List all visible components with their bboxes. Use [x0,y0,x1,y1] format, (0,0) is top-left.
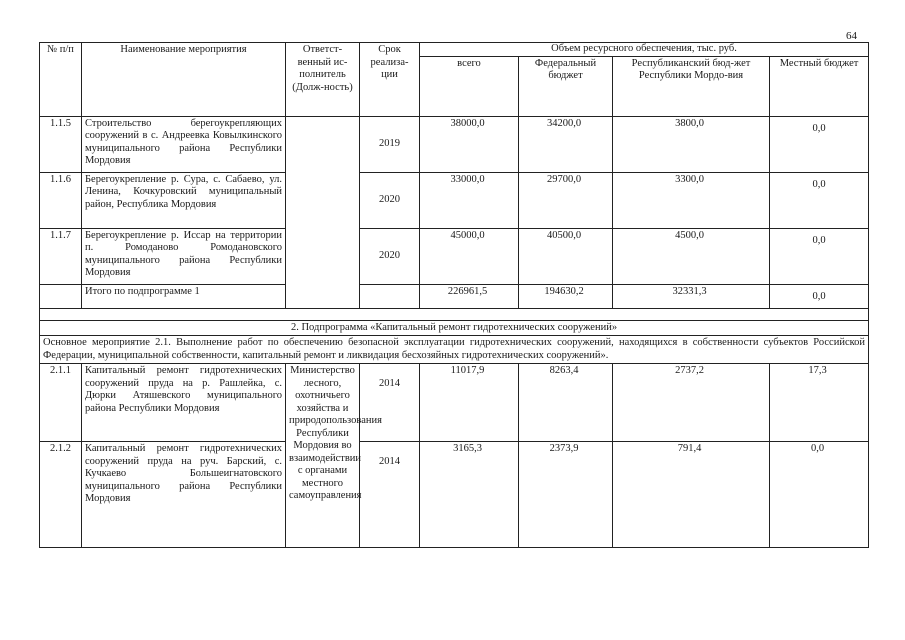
subprogram-row [40,320,869,336]
total-row [40,284,869,308]
total-row-year-empty [360,284,420,308]
subprogram-title: 2. Подпрограмма «Капитальный ремонт гидротехнических сооружений» [40,320,869,336]
row-federal: 8263,4 [519,364,613,442]
row-num: 1.1.7 [40,228,82,284]
total-row-label: Итого по подпрограмме 1 [82,284,286,308]
total-row-num-empty [40,284,82,308]
row-republic: 3300,0 [613,172,770,228]
total-row-total: 226961,5 [420,284,519,308]
row-local: 17,3 [770,364,869,442]
page-number: 64 [846,30,857,42]
header-total: всего [420,56,519,116]
row-num: 1.1.5 [40,116,82,172]
header-name: Наименование мероприятия [82,43,286,117]
table-row [40,172,869,228]
total-row-republic: 32331,3 [613,284,770,308]
row-num: 1.1.6 [40,172,82,228]
row-federal: 2373,9 [519,442,613,548]
row-num: 2.1.2 [40,442,82,548]
row-local: 0,0 [770,116,869,172]
row-local: 0,0 [770,228,869,284]
table-row [40,116,869,172]
row-total: 45000,0 [420,228,519,284]
table-row [40,228,869,284]
header-local: Местный бюджет [770,56,869,116]
total-row-federal: 194630,2 [519,284,613,308]
row-republic: 4500,0 [613,228,770,284]
row-year: 2020 [360,228,420,284]
row-year: 2020 [360,172,420,228]
main-activity-row [40,336,869,364]
row-federal: 29700,0 [519,172,613,228]
resource-table [39,42,869,548]
table-row [40,364,869,442]
header-term: Срок реализа-ции [360,43,420,117]
responsible-ministry: Министерство лесного, охотничьего хозяйства и природопользования Республики Мордовия во взаимодействии с органами местного самоуправления [286,364,360,548]
row-total: 3165,3 [420,442,519,548]
table-row [40,442,869,548]
header-republic: Республиканский бюд-жет Республики Мордо-вия [613,56,770,116]
row-total: 33000,0 [420,172,519,228]
row-federal: 34200,0 [519,116,613,172]
header-responsible: Ответст-венный ис-полнитель (Долж-ность) [286,43,360,117]
row-republic: 2737,2 [613,364,770,442]
row-year: 2014 [360,442,420,548]
row-total: 38000,0 [420,116,519,172]
row-local: 0,0 [770,442,869,548]
row-name: Берегоукрепление р. Иссар на территории п. Ромоданово Ромодановского муниципального района Республики Мордовия [82,228,286,284]
header-federal: Федеральный бюджет [519,56,613,116]
row-year: 2019 [360,116,420,172]
row-name: Капитальный ремонт гидротехнических сооружений пруда на р. Рашлейка, с. Дюрки Атяшевского муниципального района Республики Мордовия [82,364,286,442]
row-local: 0,0 [770,172,869,228]
header-num: № п/п [40,43,82,117]
total-row-local: 0,0 [770,284,869,308]
row-federal: 40500,0 [519,228,613,284]
row-total: 11017,9 [420,364,519,442]
row-name: Капитальный ремонт гидротехнических сооружений пруда на руч. Барский, с. Кучкаево Большеигнатовского муниципального района Республики Мордовия [82,442,286,548]
row-name: Строительство берегоукрепляющих сооружений в с. Андреевка Ковылкинского муниципального района Республики Мордовия [82,116,286,172]
main-activity-text: Основное мероприятие 2.1. Выполнение работ по обеспечению безопасной эксплуатации гидротехнических сооружений, находящихся в собственности субъектов Российской Федерации, муниципальной собственности, капитальный ремонт и ликвидация бесхозяйных гидротехнических сооружений». [40,336,869,364]
responsible-cell-empty [286,116,360,308]
spacer-row [40,308,869,320]
row-year: 2014 [360,364,420,442]
row-republic: 791,4 [613,442,770,548]
header-funding: Объем ресурсного обеспечения, тыс. руб. [420,43,869,57]
row-republic: 3800,0 [613,116,770,172]
row-name: Берегоукрепление р. Сура, с. Сабаево, ул. Ленина, Кочкуровский муниципальный район, Республика Мордовия [82,172,286,228]
row-num: 2.1.1 [40,364,82,442]
